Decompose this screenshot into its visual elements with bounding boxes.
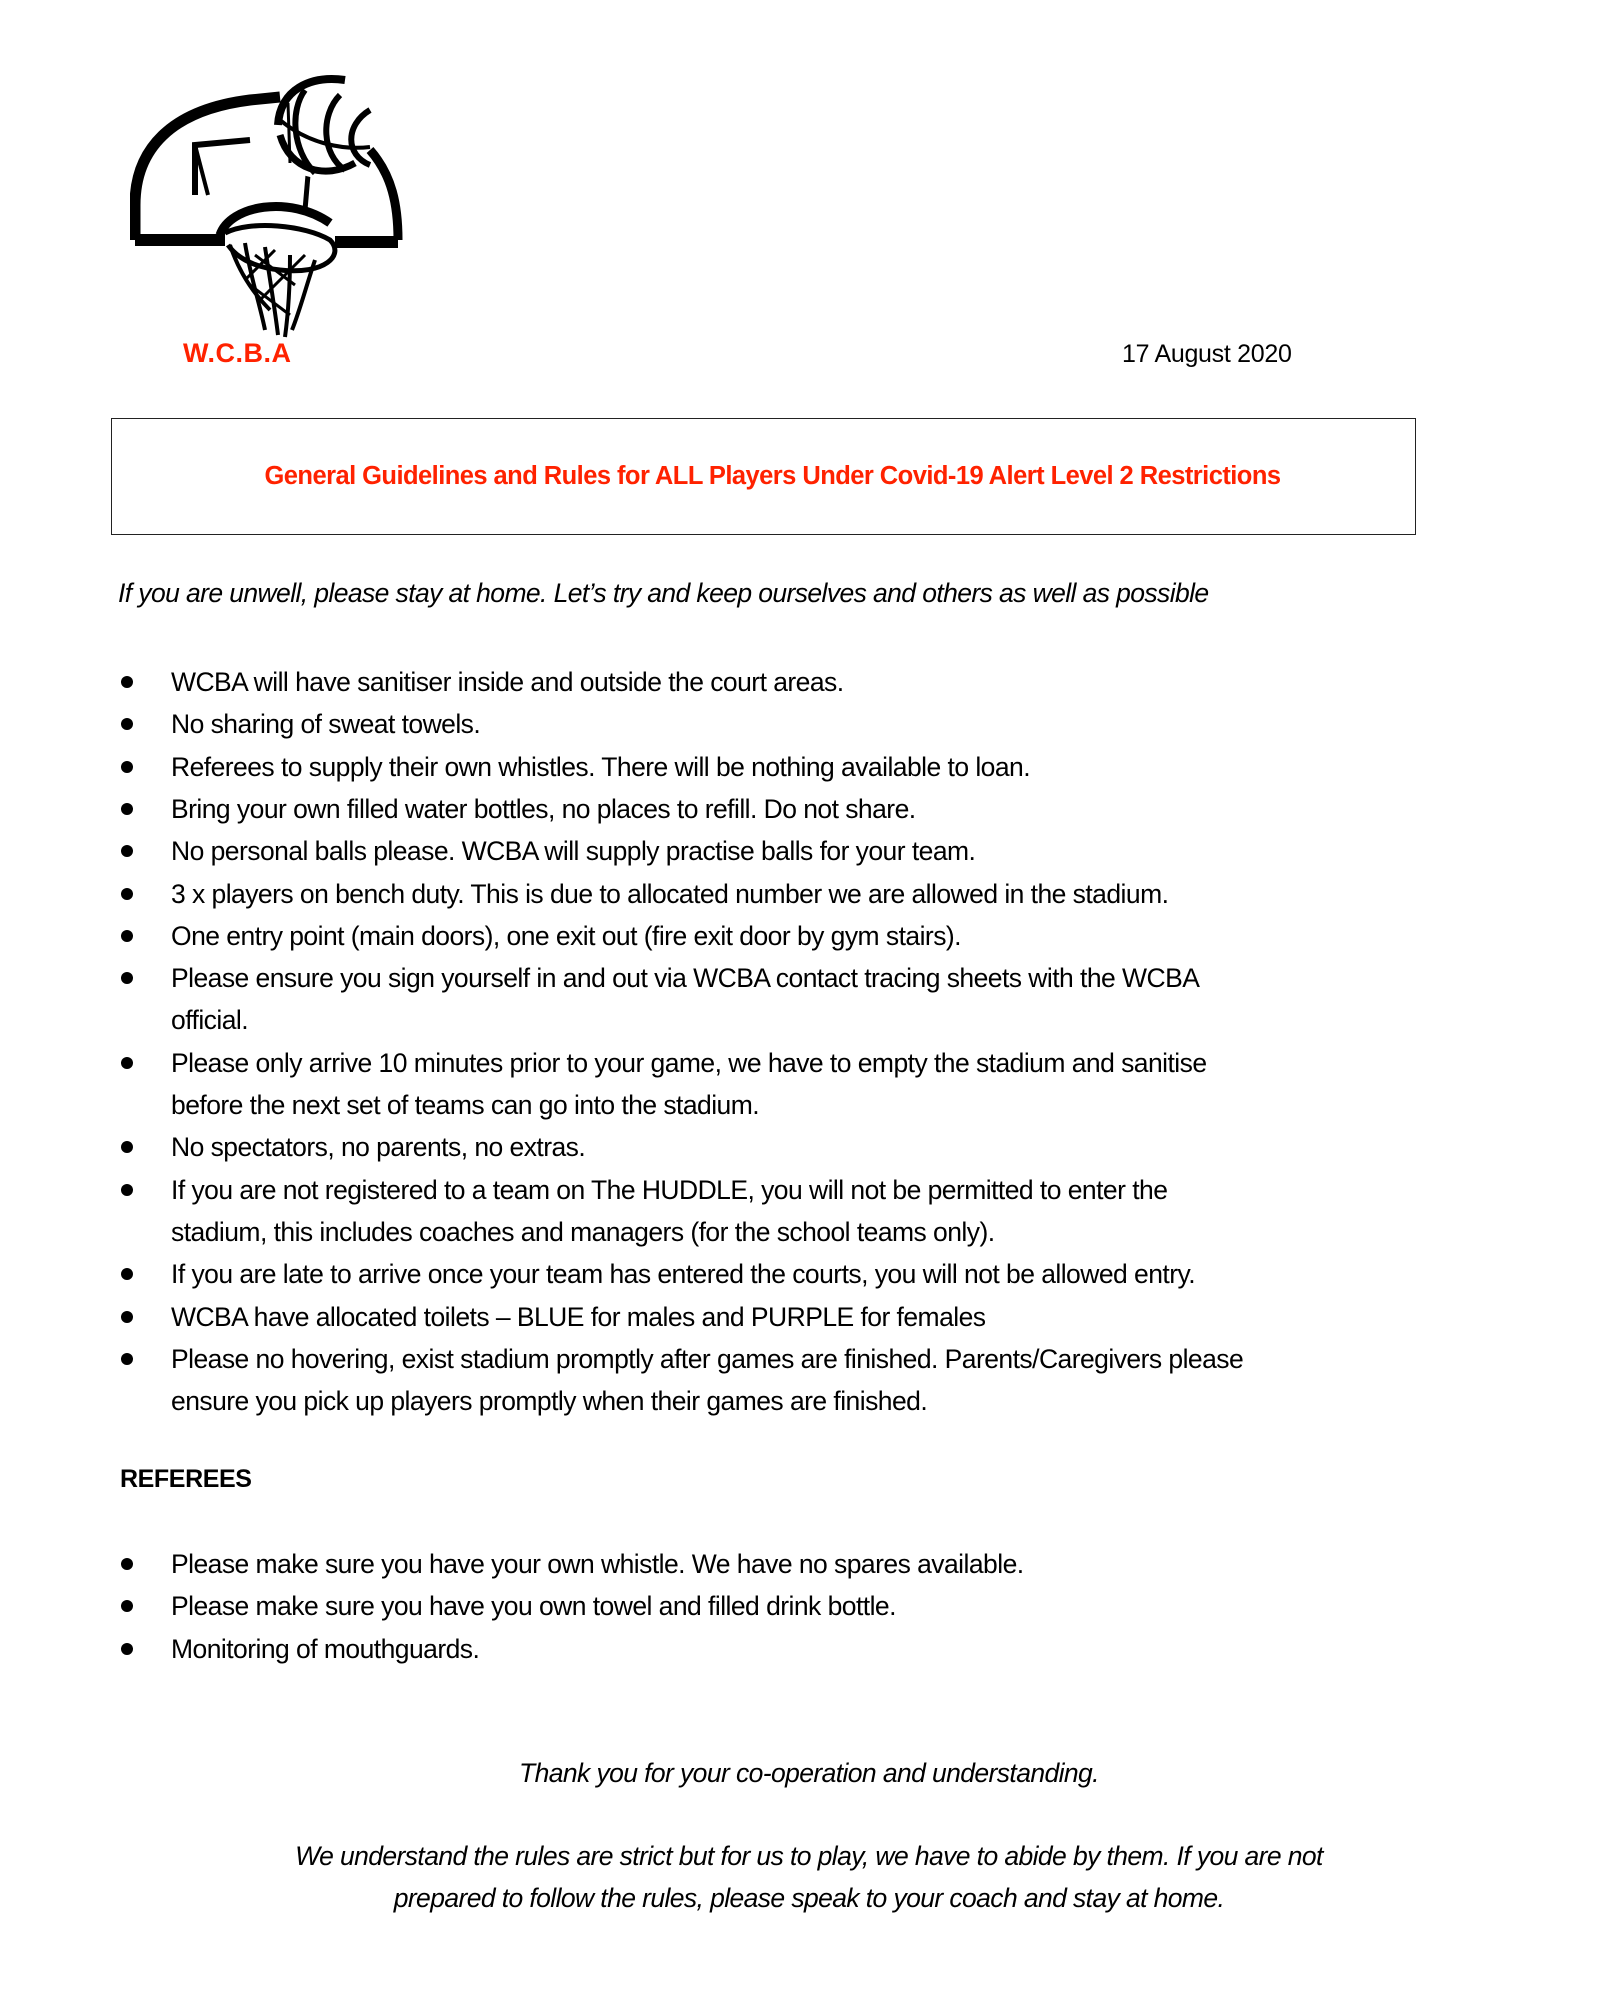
- logo-text: W.C.B.A: [183, 338, 292, 368]
- list-item-text: If you are not registered to a team on The HUDDLE, you will not be permitted to enter the: [171, 1174, 1168, 1205]
- bullet-icon: [121, 803, 133, 815]
- title-box: [111, 418, 1416, 535]
- referees-heading: REFEREES: [120, 1465, 252, 1493]
- basketball-hoop-icon: [130, 55, 410, 345]
- list-item-text: No sharing of sweat towels.: [171, 709, 481, 740]
- bullet-icon: [121, 761, 133, 773]
- bullet-icon: [121, 1057, 133, 1069]
- thanks-text: Thank you for your co-operation and understanding.: [519, 1758, 1099, 1788]
- document-date: 17 August 2020: [1122, 340, 1292, 368]
- list-item-text: before the next set of teams can go into the stadium.: [171, 1090, 760, 1120]
- list-item-text: official.: [171, 1005, 249, 1036]
- list-item-text: Please make sure you have you own towel and filled drink bottle.: [171, 1591, 896, 1622]
- closing-note-line-2: prepared to follow the rules, please speak to your coach and stay at home.: [393, 1883, 1225, 1913]
- list-item-text: No personal balls please. WCBA will supply practise balls for your team.: [171, 836, 976, 867]
- list-item-text: Monitoring of mouthguards.: [171, 1633, 480, 1664]
- list-item-text: 3 x players on bench duty. This is due to allocated number we are allowed in the stadium.: [171, 878, 1169, 909]
- list-item-text: Referees to supply their own whistles. There will be nothing available to loan.: [171, 751, 1031, 782]
- list-item-text: No spectators, no parents, no extras.: [171, 1132, 586, 1163]
- bullet-icon: [121, 930, 133, 942]
- list-item-text: WCBA have allocated toilets – BLUE for males and PURPLE for females: [171, 1301, 986, 1332]
- list-item-text: One entry point (main doors), one exit out (fire exit door by gym stairs).: [171, 920, 961, 951]
- bullet-icon: [121, 1141, 133, 1153]
- bullet-icon: [121, 972, 133, 984]
- list-item-text: Bring your own filled water bottles, no places to refill. Do not share.: [171, 793, 916, 824]
- list-item-text: stadium, this includes coaches and managers (for the school teams only).: [171, 1216, 995, 1247]
- intro-text: If you are unwell, please stay at home. Let’s try and keep ourselves and others as well as possible: [118, 578, 1209, 608]
- bullet-icon: [121, 845, 133, 857]
- bullet-icon: [121, 1184, 133, 1196]
- wcba-logo: [130, 55, 410, 345]
- list-item-text: If you are late to arrive once your team has entered the courts, you will not be allowed entry.: [171, 1259, 1196, 1290]
- bullet-icon: [121, 676, 133, 688]
- bullet-icon: [121, 1558, 133, 1570]
- list-item-text: Please only arrive 10 minutes prior to your game, we have to empty the stadium and sanitise: [171, 1047, 1207, 1078]
- bullet-icon: [121, 1353, 133, 1365]
- closing-note-line-1: We understand the rules are strict but for us to play, we have to abide by them. If you are not: [295, 1841, 1323, 1871]
- bullet-icon: [121, 1268, 133, 1280]
- list-item-text: Please ensure you sign yourself in and out via WCBA contact tracing sheets with the WCBA: [171, 963, 1200, 994]
- list-item-text: WCBA will have sanitiser inside and outside the court areas.: [171, 667, 844, 697]
- document-title: General Guidelines and Rules for ALL Players Under Covid-19 Alert Level 2 Restrictions: [264, 462, 1281, 490]
- bullet-icon: [121, 1643, 133, 1655]
- list-item-text: Please no hovering, exist stadium promptly after games are finished. Parents/Caregivers please: [171, 1343, 1244, 1374]
- bullet-icon: [121, 888, 133, 900]
- bullet-icon: [121, 1600, 133, 1612]
- bullet-icon: [121, 718, 133, 730]
- list-item-text: Please make sure you have your own whistle. We have no spares available.: [171, 1549, 1024, 1579]
- list-item-text: ensure you pick up players promptly when their games are finished.: [171, 1386, 928, 1417]
- bullet-icon: [121, 1311, 133, 1323]
